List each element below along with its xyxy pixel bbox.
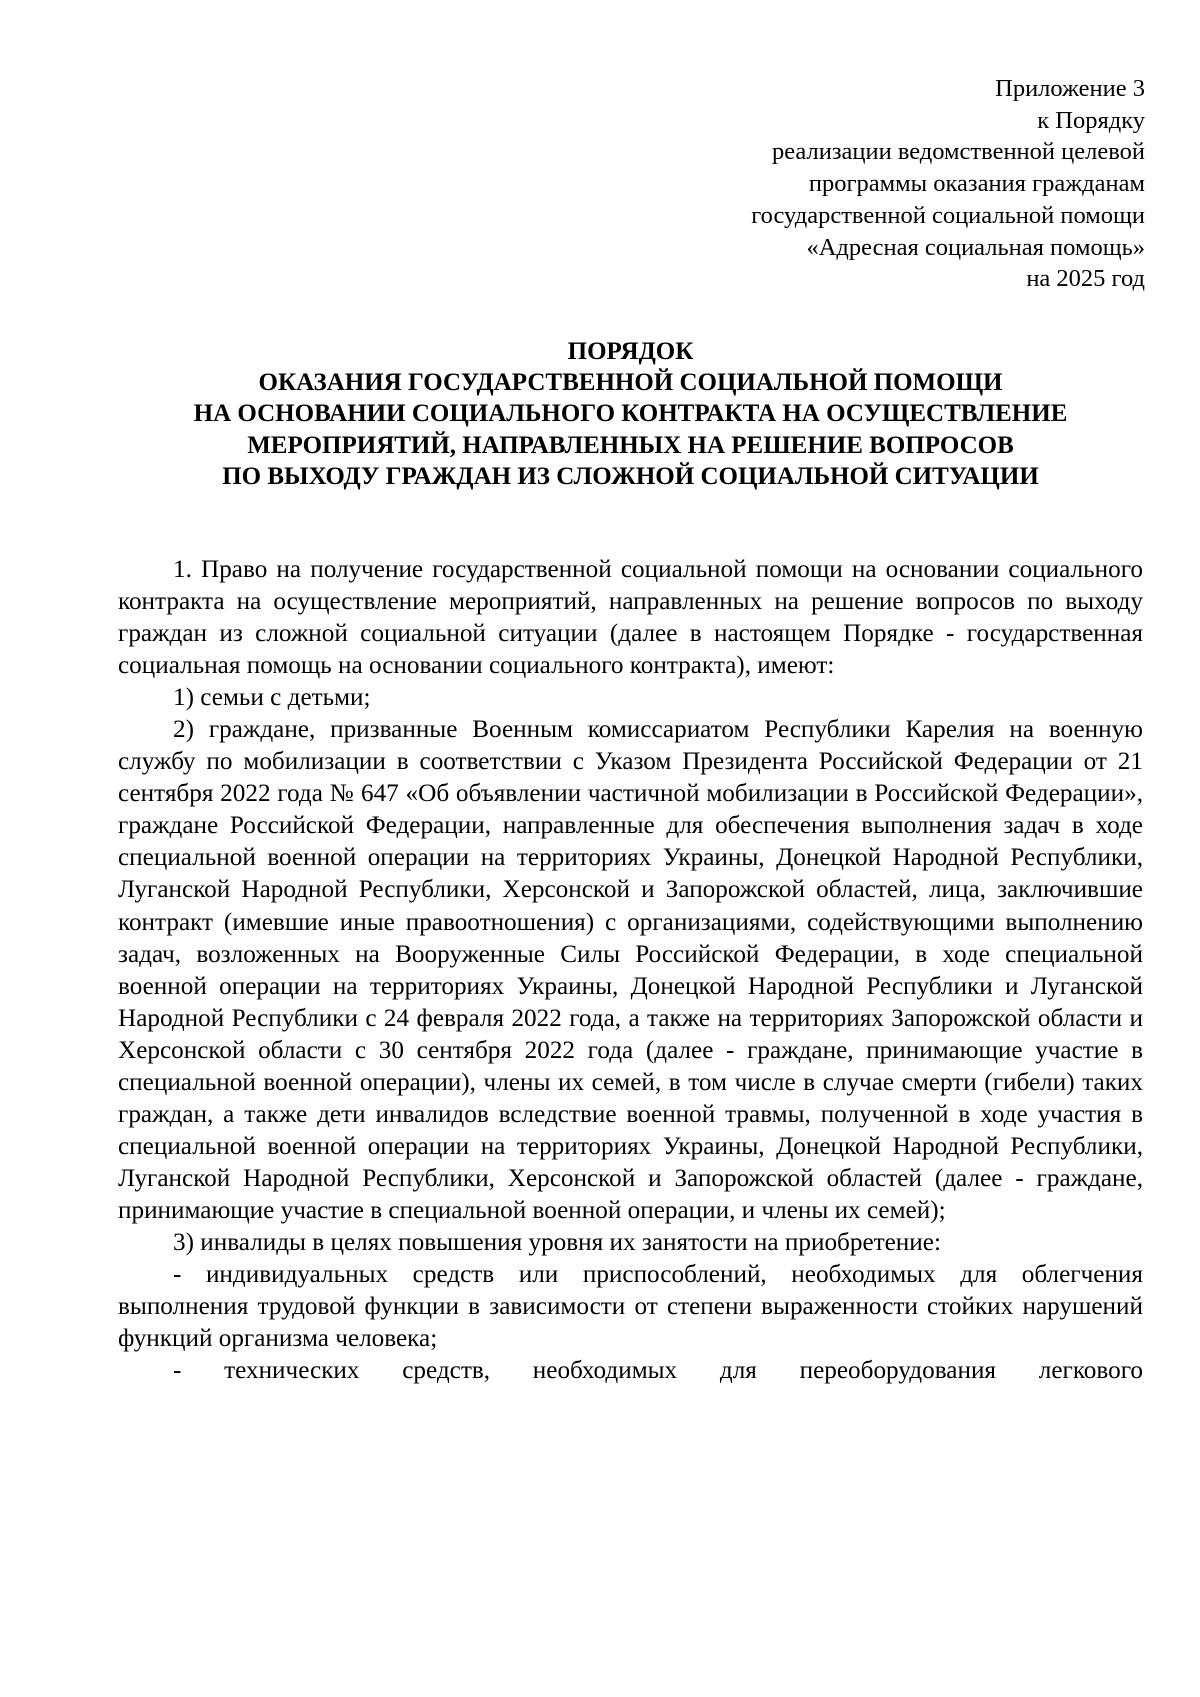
paragraph-item-1: 1. Право на получение государственной социальной помощи на основании социального контракта на осуществление мероприятий, направленных на решение вопросов по выходу граждан из сложной социальной ситуации (далее в настоящем Порядке - государственная социальная помощь на основании социального контракта), имеют: [118,556,1143,680]
appendix-line: программы оказания гражданам [808,170,1145,198]
appendix-header [545,73,1145,295]
appendix-line: на 2025 год [1026,265,1145,293]
paragraph-dash-item: - технических средств, необходимых для переоборудования легкового [173,1357,1143,1385]
title-line: ОКАЗАНИЯ ГОСУДАРСТВЕННОЙ СОЦИАЛЬНОЙ ПОМОЩИ [258,369,1003,397]
appendix-line: реализации ведомственной целевой [771,138,1145,166]
appendix-line: «Адресная социальная помощь» [806,233,1145,261]
appendix-line: к Порядку [1037,106,1145,134]
title-line: НА ОСНОВАНИИ СОЦИАЛЬНОГО КОНТРАКТА НА ОСУЩЕСТВЛЕНИЕ [193,400,1068,428]
title-line: ПО ВЫХОДУ ГРАЖДАН ИЗ СЛОЖНОЙ СОЦИАЛЬНОЙ СИТУАЦИИ [222,462,1039,490]
paragraph-dash-item: - индивидуальных средств или приспособлений, необходимых для облегчения выполнения трудовой функции в зависимости от степени выраженности стойких нарушений функций организма человека; [118,1261,1143,1353]
appendix-line: Приложение 3 [995,75,1145,102]
document-body [118,554,1143,1387]
title-line: ПОРЯДОК [567,338,694,365]
document-title [118,336,1143,492]
appendix-line: государственной социальной помощи [751,201,1145,229]
paragraph-subitem-1: 1) семьи с детьми; [173,684,371,712]
paragraph-subitem-3: 3) инвалиды в целях повышения уровня их занятости на приобретение: [173,1228,941,1256]
title-line: МЕРОПРИЯТИЙ, НАПРАВЛЕННЫХ НА РЕШЕНИЕ ВОПРОСОВ [247,431,1014,459]
paragraph-subitem-2: 2) граждане, призванные Военным комиссариатом Республики Карелия на военную службу по мобилизации в соответствии с Указом Президента Российской Федерации от 21 сентября 2022 года № 647 «Об объявлении частичной мобилизации в Российской Федерации», граждане Российской Федерации, направленные для обеспечения выполнения задач в ходе специальной военной операции на территориях Украины, Донецкой Народной Республики, Луганской Народной Республики, Херсонской и Запорожской областей, лица, заключившие контракт (имевшие иные правоотношения) с организациями, содействующими выполнению задач, возложенных на Вооруженные Силы Российской Федерации, в ходе специальной военной операции на территориях Украины, Донецкой Народной Республики и Луганской Народной Республики с 24 февраля 2022 года, а также на территориях Запорожской области и Херсонской области с 30 сентября 2022 года (далее - граждане, принимающие участие в специальной военной операции), члены их семей, в том числе в случае смерти (гибели) таких граждан, а также дети инвалидов вследствие военной травмы, полученной в ходе участия в специальной военной операции на территориях Украины, Донецкой Народной Республики, Луганской Народной Республики, Херсонской и Запорожской областей (далее - граждане, принимающие участие в специальной военной операции, и члены их семей); [118,716,1143,1224]
